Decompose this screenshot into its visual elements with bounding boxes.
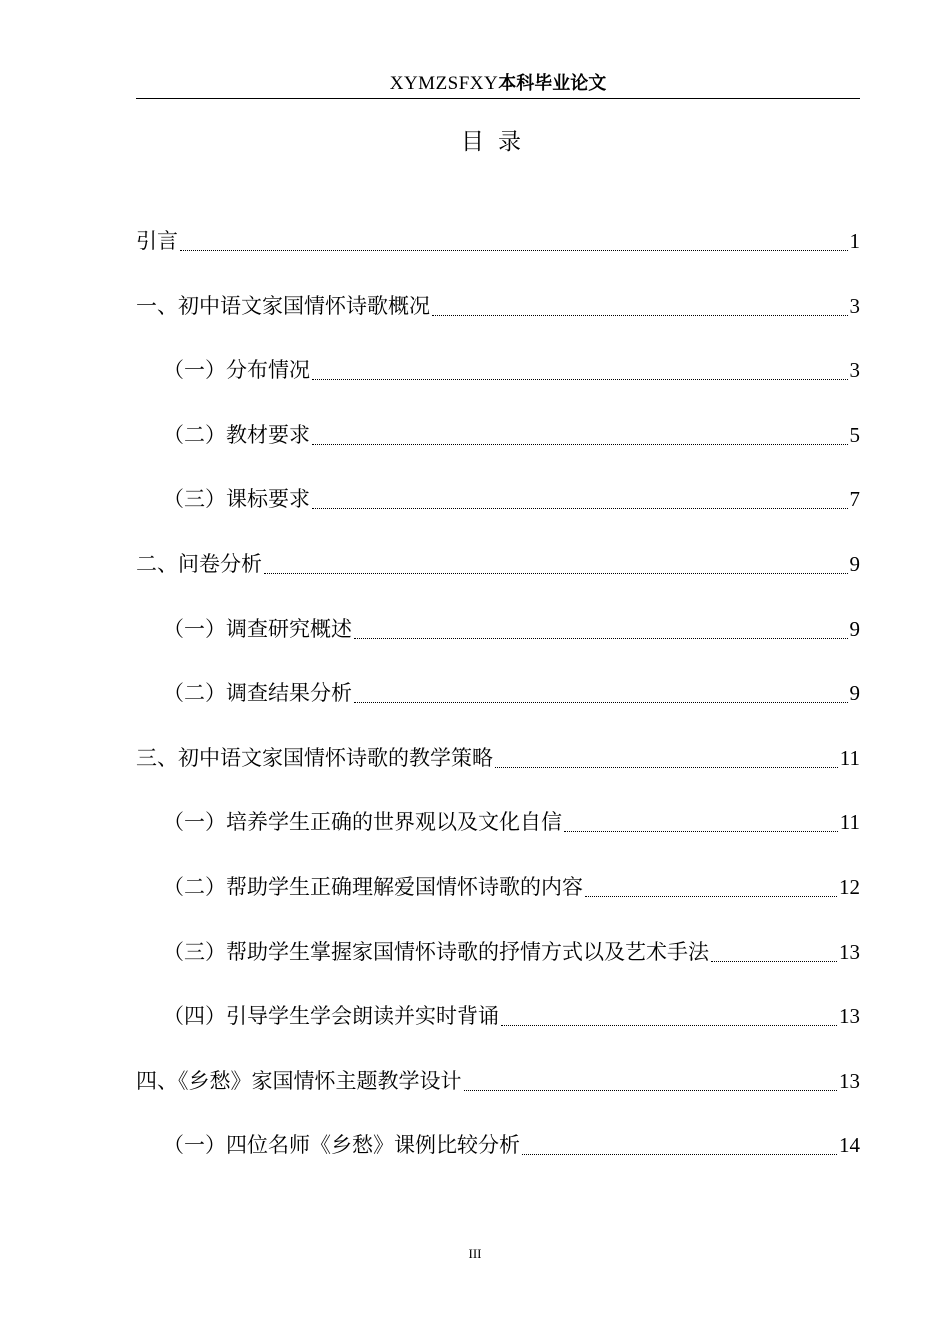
toc-entry-page: 3 bbox=[849, 358, 860, 383]
toc-entry-page: 13 bbox=[839, 1004, 860, 1029]
toc-entry[interactable] bbox=[136, 479, 860, 519]
toc-dot-leader bbox=[312, 443, 848, 445]
toc-dot-leader bbox=[564, 830, 838, 832]
page-number: III bbox=[468, 1246, 482, 1261]
toc-entry-page: 14 bbox=[839, 1133, 860, 1158]
running-header bbox=[136, 70, 860, 99]
toc-entry[interactable] bbox=[136, 1125, 860, 1165]
toc-entry[interactable] bbox=[136, 673, 860, 713]
toc-dot-leader bbox=[354, 637, 848, 639]
toc-entry-title: 三、初中语文家国情怀诗歌的教学策略 bbox=[136, 745, 493, 770]
toc-entry[interactable] bbox=[136, 738, 860, 778]
toc-dot-leader bbox=[354, 701, 848, 703]
table-of-contents bbox=[136, 221, 860, 1190]
toc-entry-title: （一）调查研究概述 bbox=[163, 616, 352, 641]
toc-entry-page: 11 bbox=[839, 810, 860, 835]
toc-entry[interactable] bbox=[136, 350, 860, 390]
toc-entry-page: 9 bbox=[849, 616, 860, 641]
toc-entry[interactable] bbox=[136, 544, 860, 584]
toc-entry[interactable] bbox=[136, 932, 860, 972]
toc-entry-title: （二）教材要求 bbox=[163, 422, 310, 447]
toc-entry-page: 11 bbox=[839, 745, 860, 770]
toc-entry[interactable] bbox=[136, 609, 860, 649]
toc-entry[interactable] bbox=[136, 802, 860, 842]
toc-entry-title: （一）四位名师《乡愁》课例比较分析 bbox=[163, 1133, 520, 1158]
toc-entry-title: （一）培养学生正确的世界观以及文化自信 bbox=[163, 810, 562, 835]
toc-entry-page: 13 bbox=[839, 939, 860, 964]
toc-entry[interactable] bbox=[136, 415, 860, 455]
toc-entry-page: 1 bbox=[849, 229, 860, 253]
toc-entry-title: （二）帮助学生正确理解爱国情怀诗歌的内容 bbox=[163, 874, 583, 899]
toc-entry-title: 四、《乡愁》家国情怀主题教学设计 bbox=[136, 1068, 462, 1093]
toc-dot-leader bbox=[585, 895, 837, 897]
page-title: 目录 bbox=[461, 129, 535, 155]
toc-entry[interactable] bbox=[136, 221, 860, 261]
toc-dot-leader bbox=[180, 249, 848, 251]
toc-entry-title: （一）分布情况 bbox=[163, 358, 310, 383]
toc-dot-leader bbox=[711, 960, 837, 962]
toc-entry-page: 9 bbox=[849, 681, 860, 706]
toc-dot-leader bbox=[312, 378, 848, 380]
toc-entry[interactable] bbox=[136, 286, 860, 326]
toc-dot-leader bbox=[432, 314, 848, 316]
toc-entry-page: 13 bbox=[839, 1068, 860, 1093]
toc-entry-title: 一、初中语文家国情怀诗歌概况 bbox=[136, 293, 430, 318]
toc-dot-leader bbox=[312, 507, 848, 509]
header-code: XYMZSFXY bbox=[389, 73, 499, 94]
toc-dot-leader bbox=[522, 1153, 837, 1155]
toc-entry-page: 12 bbox=[839, 874, 860, 899]
toc-entry-title: （四）引导学生学会朗读并实时背诵 bbox=[163, 1004, 499, 1029]
toc-entry-page: 5 bbox=[849, 422, 860, 447]
toc-dot-leader bbox=[495, 766, 838, 768]
header-label: 本科毕业论文 bbox=[498, 73, 607, 94]
toc-entry-title: 引言 bbox=[136, 229, 178, 253]
toc-dot-leader bbox=[501, 1024, 837, 1026]
toc-entry-title: （二）调查结果分析 bbox=[163, 681, 352, 706]
toc-entry-title: 二、问卷分析 bbox=[136, 551, 262, 576]
toc-entry-title: （三）课标要求 bbox=[163, 487, 310, 512]
toc-entry-page: 3 bbox=[849, 293, 860, 318]
toc-entry-page: 7 bbox=[849, 487, 860, 512]
toc-dot-leader bbox=[464, 1089, 838, 1091]
toc-entry[interactable] bbox=[136, 996, 860, 1036]
toc-entry[interactable] bbox=[136, 867, 860, 907]
toc-entry-page: 9 bbox=[849, 551, 860, 576]
toc-entry[interactable] bbox=[136, 1061, 860, 1101]
toc-dot-leader bbox=[264, 572, 848, 574]
toc-entry-title: （三）帮助学生掌握家国情怀诗歌的抒情方式以及艺术手法 bbox=[163, 939, 709, 964]
